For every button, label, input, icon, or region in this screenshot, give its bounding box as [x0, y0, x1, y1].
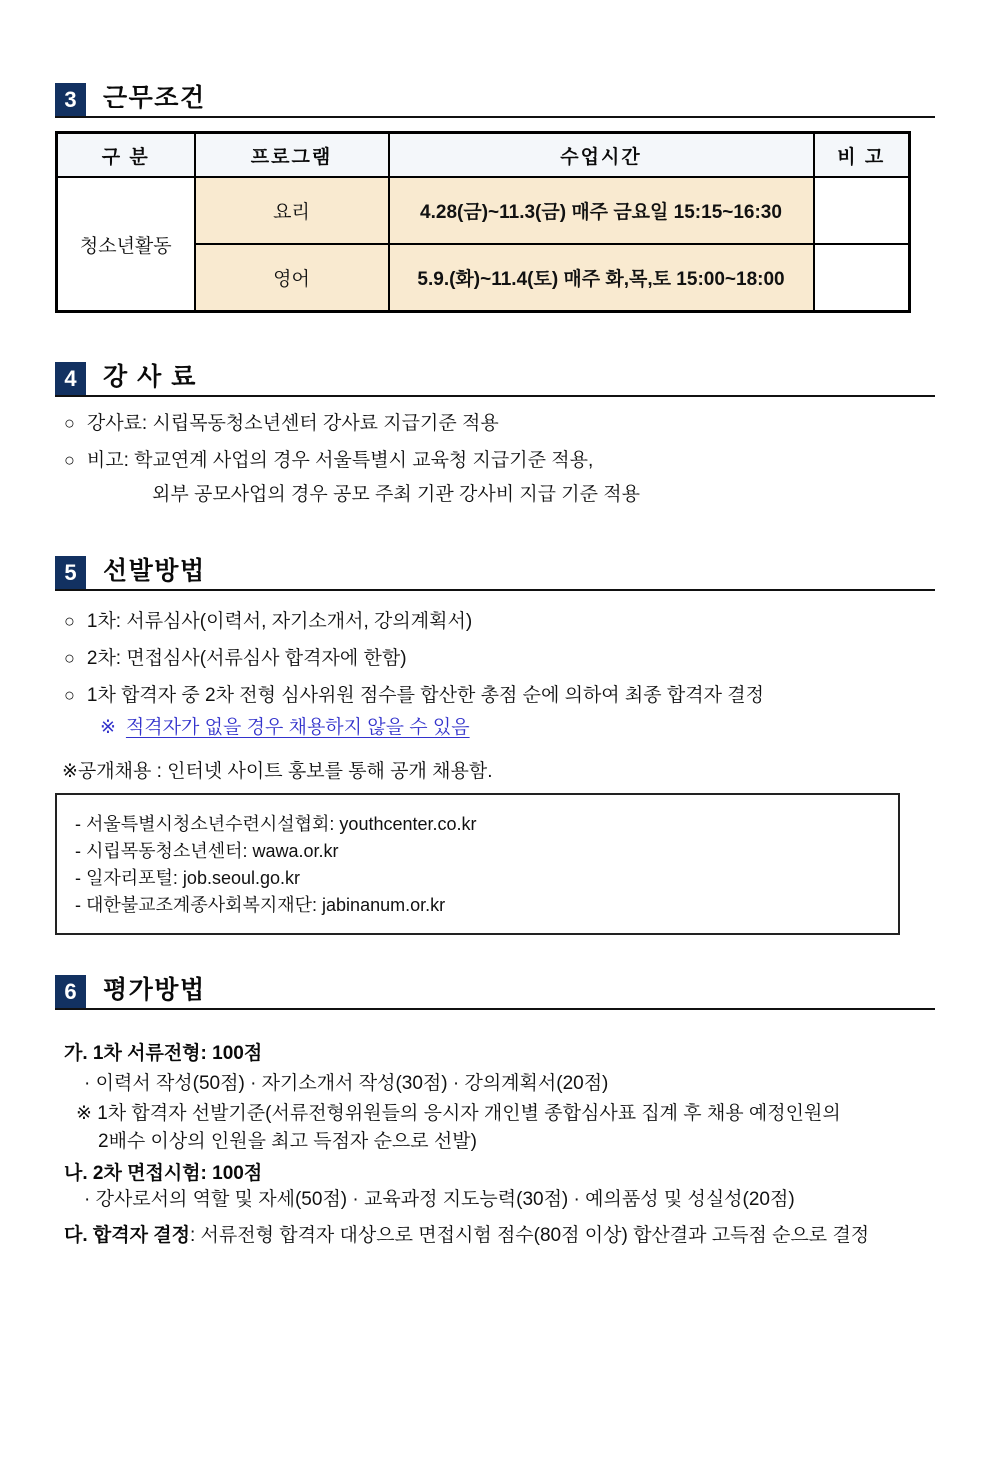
bullet-line-final-decision — [64, 683, 992, 708]
remarks-cell — [814, 177, 910, 244]
no-hire-disclaimer-note — [100, 716, 992, 740]
evaluation-item-da-line — [64, 1224, 992, 1248]
bullet-text: 강사료: 시립목동청소년센터 강사료 지급기준 적용 — [86, 413, 499, 434]
bullet-text: 비고: 학교연계 사업의 경우 서울특별시 교육청 지급기준 적용, — [86, 450, 594, 471]
website-list-item: - 일자리포털: job.seoul.go.kr — [75, 868, 301, 888]
bullet-line-second-round — [64, 646, 992, 671]
bullet-line-remarks — [64, 448, 992, 473]
column-header-remarks: 비 고 — [814, 133, 910, 178]
reference-mark: ※ — [100, 717, 116, 738]
evaluation-item-da-label: 다. 합격자 결정 — [64, 1225, 190, 1246]
open-recruitment-note: ※공개채용 : 인터넷 사이트 홍보를 통해 공개 채용함. — [62, 761, 493, 782]
table-row — [57, 177, 910, 244]
website-list-item: - 서울특별시청소년수련시설협회: youthcenter.co.kr — [75, 814, 477, 834]
remarks-cell — [814, 244, 910, 312]
section-number-badge: 5 — [55, 556, 86, 589]
column-header-program: 프로그램 — [195, 133, 389, 178]
column-header-class-time: 수업시간 — [389, 133, 814, 178]
evaluation-item-ga-note-line2: 2배수 이상의 인원을 최고 득점자 순으로 선발) — [98, 1131, 477, 1152]
section-number-badge: 6 — [55, 975, 86, 1008]
bullet-line-first-round — [64, 609, 992, 634]
circle-bullet-marker: ○ — [64, 648, 75, 668]
circle-bullet-marker: ○ — [64, 413, 75, 433]
evaluation-item-ga-heading: 가. 1차 서류전형: 100점 — [64, 1043, 263, 1064]
class-time-cell: 4.28(금)~11.3(금) 매주 금요일 15:15~16:30 — [389, 177, 814, 244]
section-number-badge: 3 — [55, 83, 86, 116]
column-header-category: 구 분 — [57, 133, 195, 178]
section-title-evaluation-method: 평가방법 — [103, 976, 206, 1004]
section-header-working-conditions — [55, 78, 935, 118]
circle-bullet-marker: ○ — [64, 685, 75, 705]
circle-bullet-marker: ○ — [64, 450, 75, 470]
section-number-badge: 4 — [55, 362, 86, 395]
website-list-item: - 대한불교조계종사회복지재단: jabinanum.or.kr — [75, 895, 446, 915]
bullet-line-fee — [64, 411, 992, 436]
evaluation-item-da-text: : 서류전형 합격자 대상으로 면접시험 점수(80점 이상) 합산결과 고득점 순으로 결정 — [189, 1225, 870, 1246]
class-time-cell: 5.9.(화)~11.4(토) 매주 화,목,토 15:00~18:00 — [389, 244, 814, 312]
table-header-row — [57, 133, 910, 178]
schedule-table — [55, 131, 911, 313]
program-cell: 요리 — [195, 177, 389, 244]
category-cell: 청소년활동 — [57, 177, 195, 312]
bullet-text: 2차: 면접심사(서류심사 합격자에 한함) — [86, 648, 407, 669]
evaluation-item-na-criteria: · 강사로서의 역할 및 자세(50점) · 교육과정 지도능력(30점) · 예의품성 및 성실성(20점) — [84, 1189, 795, 1210]
recruitment-websites-box — [55, 793, 900, 935]
section-title-selection-method: 선발방법 — [103, 557, 206, 585]
disclaimer-underlined-text: 적격자가 없을 경우 채용하지 않을 수 있음 — [125, 717, 470, 738]
section-header-evaluation-method — [55, 970, 935, 1010]
bullet-text: 1차: 서류심사(이력서, 자기소개서, 강의계획서) — [86, 611, 473, 632]
circle-bullet-marker: ○ — [64, 611, 75, 631]
evaluation-item-na-heading: 나. 2차 면접시험: 100점 — [64, 1163, 263, 1184]
document-page — [0, 78, 992, 1481]
section-header-selection-method — [55, 551, 935, 591]
program-cell: 영어 — [195, 244, 389, 312]
section-title-working-conditions: 근무조건 — [103, 84, 206, 112]
website-list-item: - 시립목동청소년센터: wawa.or.kr — [75, 841, 339, 861]
bullet-text: 1차 합격자 중 2차 전형 심사위원 점수를 합산한 총점 순에 의하여 최종 합격자 결정 — [86, 685, 764, 706]
evaluation-item-ga-note-line1: ※ 1차 합격자 선발기준(서류전형위원들의 응시자 개인별 종합심사표 집계 후 채용 예정인원의 — [76, 1103, 841, 1124]
section-title-instructor-fee: 강 사 료 — [103, 363, 197, 391]
section-header-instructor-fee — [55, 357, 935, 397]
evaluation-item-ga-criteria: · 이력서 작성(50점) · 자기소개서 작성(30점) · 강의계획서(20점) — [84, 1073, 609, 1094]
bullet-continuation-text: 외부 공모사업의 경우 공모 주최 기관 강사비 지급 기준 적용 — [152, 484, 641, 505]
